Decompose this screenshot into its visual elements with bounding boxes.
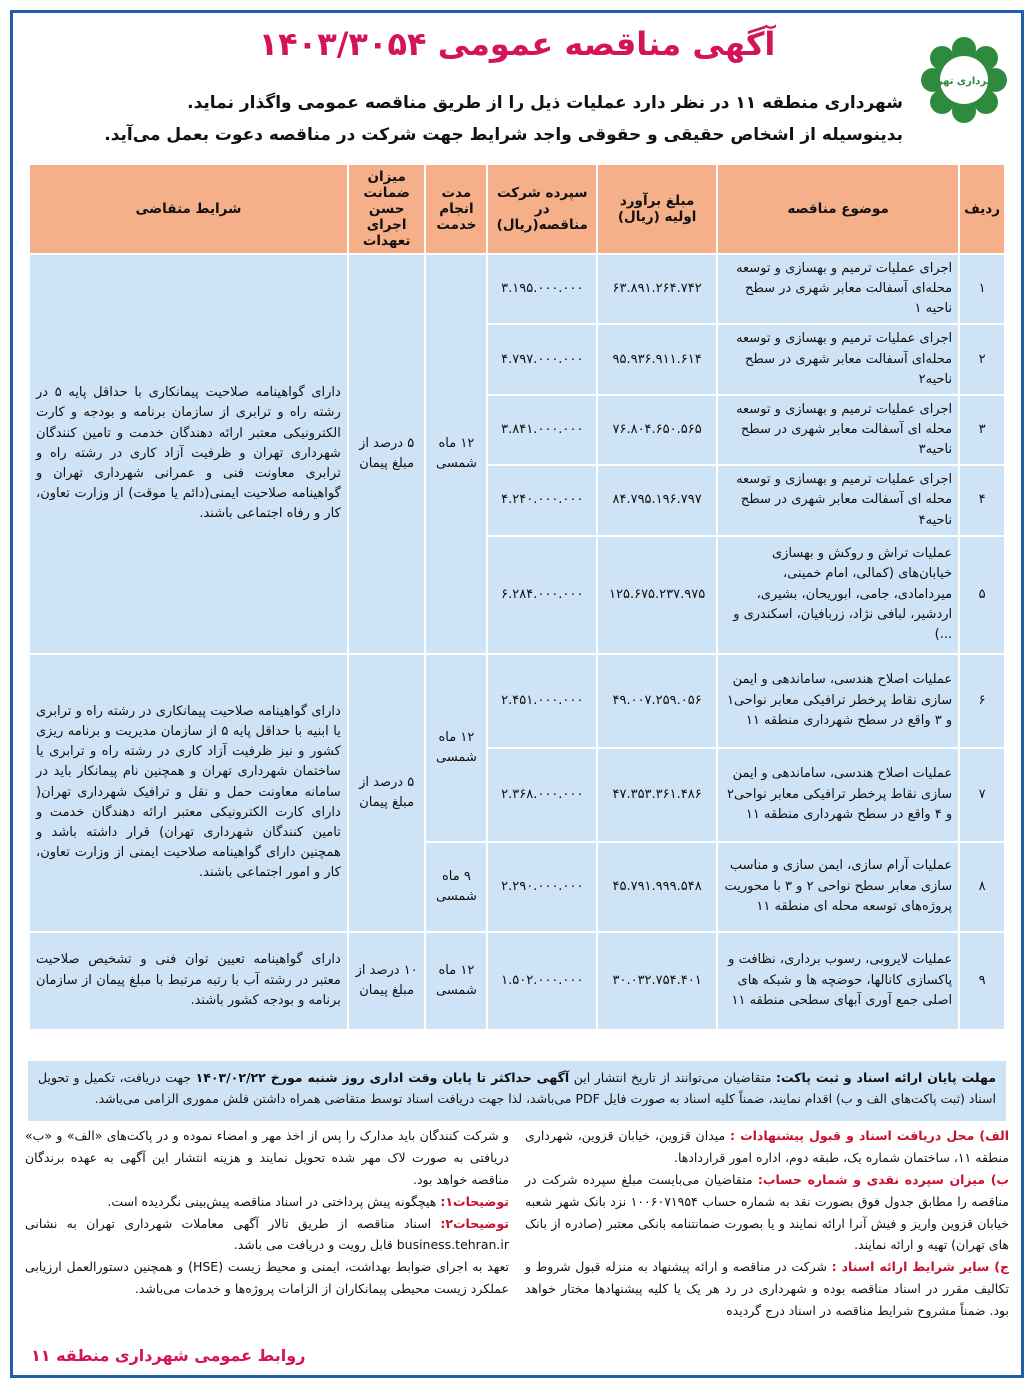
section-a-label: الف) محل دریافت اسناد و قبول پیشنهادات : (729, 1128, 1009, 1143)
header-topic: موضوع مناقصه (717, 164, 959, 254)
row-number: ۲ (959, 324, 1005, 394)
table-row (29, 654, 1005, 748)
header-conditions: شرایط متقاضی (29, 164, 348, 254)
table-row (29, 254, 1005, 324)
row-topic: اجرای عملیات ترمیم و بهسازی و توسعه محله ای آسفالت معابر شهری در سطح ناحیه۳ (717, 395, 959, 465)
header-duration: مدت انجام خدمت (425, 164, 487, 254)
row-estimate: ۴۷.۳۵۳.۳۶۱.۴۸۶ (597, 748, 717, 842)
deadline-box (28, 1061, 1006, 1121)
deadline-label: مهلت پایان ارائه اسناد و ثبت پاکت: (776, 1070, 996, 1085)
footer-public-relations: روابط عمومی شهرداری منطقه ۱۱ (31, 1346, 306, 1365)
row-estimate: ۷۶.۸۰۴.۶۵۰.۵۶۵ (597, 395, 717, 465)
section-b (525, 1169, 1009, 1257)
note-2-label: توضیحات۲: (440, 1215, 509, 1231)
row-topic: عملیات اصلاح هندسی، ساماندهی و ایمن سازی نقاط پرخطر ترافیکی معابر نواحی۱ و ۳ واقع در سطح شهرداری منطقه ۱۱ (717, 654, 959, 748)
details-section (25, 1125, 1009, 1365)
row-deposit: ۳.۸۴۱.۰۰۰.۰۰۰ (487, 395, 597, 465)
left-column (25, 1125, 509, 1300)
note-2-text: اسناد مناقصه از طریق تالار آگهی معاملات شهرداری تهران به نشانی business.tehran.ir قابل رویت و دریافت می باشد. (25, 1215, 509, 1253)
section-a (525, 1125, 1009, 1169)
row-estimate: ۴۵.۷۹۱.۹۹۹.۵۴۸ (597, 842, 717, 932)
section-a-text: میدان قزوین، خیابان قزوین، شهرداری منطقه ۱۱، ساختمان شماره یک، طبقه دوم، اداره امور قراردادها. (525, 1128, 1009, 1165)
note-2 (25, 1213, 509, 1257)
row-topic: عملیات لایروبی، رسوب برداری، نظافت و پاکسازی کانالها، حوضچه ها و شبکه های اصلی جمع آوری آبهای سطحی منطقه ۱۱ (717, 932, 959, 1030)
intro-line-2: بدینوسیله از اشخاص حقیقی و حقوقی واجد شرایط جهت شرکت در مناقصه دعوت بعمل می‌آید. (104, 125, 903, 145)
duration-cell: ۱۲ ماه شمسی (425, 932, 487, 1030)
row-estimate: ۸۴.۷۹۵.۱۹۶.۷۹۷ (597, 465, 717, 535)
row-topic: اجرای عملیات ترمیم و بهسازی و توسعه محله ای آسفالت معابر شهری در سطح ناحیه۴ (717, 465, 959, 535)
row-deposit: ۶.۲۸۴.۰۰۰.۰۰۰ (487, 536, 597, 654)
conditions-cell: دارای گواهینامه صلاحیت پیمانکاری در رشته راه و ترابری یا ابنیه با حداقل پایه ۵ از سازمان مدیریت و برنامه ریزی کشور و نیز ظرفیت آزاد کاری در رشته راه و ترابری یا ساختمان شهرداری تهران و همچنین نام پیمانکار باید در سامانه معاونت حمل و نقل و ترافیک شهرداری تهران( دارای کارت الکترونیکی معتبر ارائه دهندگان خدمت و تامین کنندگان شهرداری تهران) قرار داشته باشد و همچنین دارای گواهینامه صلاحیت ایمنی از وزارت تعاون، کار و امور اجتماعی باشند. (29, 654, 348, 932)
header-guarantee: میزان ضمانت حسن اجرای تعهدات (348, 164, 426, 254)
intro-line-1: شهرداری منطقه ۱۱ در نظر دارد عملیات ذیل را از طریق مناقصه عمومی واگذار نماید. (187, 93, 903, 113)
row-estimate: ۳۰.۰۳۲.۷۵۴.۴۰۱ (597, 932, 717, 1030)
guarantee-cell: ۵ درصد از مبلغ پیمان (348, 654, 426, 932)
row-topic: اجرای عملیات ترمیم و بهسازی و توسعه محله‌ای آسفالت معابر شهری در سطح ناحیه۲ (717, 324, 959, 394)
duration-cell: ۱۲ ماه شمسی (425, 654, 487, 842)
row-deposit: ۳.۱۹۵.۰۰۰.۰۰۰ (487, 254, 597, 324)
conditions-cell: دارای گواهینامه تعیین توان فنی و تشخیص صلاحیت معتبر در رشته آب با رتبه مرتبط با مبلغ پیمان از سازمان برنامه و بودجه کشور باشند. (29, 932, 348, 1030)
row-deposit: ۲.۲۹۰.۰۰۰.۰۰۰ (487, 842, 597, 932)
row-topic: عملیات آرام سازی، ایمن سازی و مناسب سازی معابر سطح نواحی ۲ و ۳ با محوریت پروژه‌های توسعه محله ای منطقه ۱۱ (717, 842, 959, 932)
table-header-row (29, 164, 1005, 254)
hse-text: تعهد به اجرای ضوابط بهداشت، ایمنی و محیط زیست (HSE) و همچنین دستورالعمل ارزیابی عملکرد زیست محیطی پیمانکاران از الزامات پروژه‌ها و خدمات می‌باشد. (25, 1259, 510, 1297)
logo-text: شهرداری تهران (924, 76, 1004, 87)
right-column (525, 1125, 1009, 1322)
row-number: ۱ (959, 254, 1005, 324)
row-number: ۸ (959, 842, 1005, 932)
guarantee-cell: ۵ درصد از مبلغ پیمان (348, 254, 426, 654)
table-row (29, 932, 1005, 1030)
conditions-cell: دارای گواهینامه صلاحیت پیمانکاری با حداقل پایه ۵ در رشته راه و ترابری از سازمان برنامه و بودجه و کارت الکترونیکی معتبر ارائه دهندگان خدمت و تامین کنندگان شهرداری تهران و ظرفیت آزاد کاری در رشته راه و ترابری معاونت فنی و عمرانی شهرداری تهران و گواهینامه صلاحیت ایمنی(دائم یا موقت) از وزارت تعاون، کار و رفاه اجتماعی باشند. (29, 254, 348, 654)
section-b-text: متقاضیان می‌بایست مبلغ سپرده شرکت در مناقصه را مطابق جدول فوق بصورت نقد به شماره حساب ۱۰۰۶۰۷۱۹۵۴ نزد بانک شهر شعبه خیابان قزوین واریز و فیش آنرا ارائه نمایند و یا بصورت ضمانتنامه بانکی معتبر (صادره از بانک های تهران) تهیه و ارائه نمایند. (525, 1171, 1009, 1253)
row-estimate: ۴۹.۰۰۷.۲۵۹.۰۵۶ (597, 654, 717, 748)
header (13, 13, 1021, 163)
row-topic: اجرای عملیات ترمیم و بهسازی و توسعه محله‌ای آسفالت معابر شهری در سطح ناحیه ۱ (717, 254, 959, 324)
note-1-label: توضیحات۱: (440, 1193, 509, 1209)
row-topic: عملیات تراش و روکش و بهسازی خیابان‌های (کمالی، امام خمینی، میردامادی، جامی، ابوریحان، بشیری، اردشیر، لبافی نژاد، زربافیان، اسکندری و ...) (717, 536, 959, 654)
row-estimate: ۱۲۵.۶۷۵.۲۳۷.۹۷۵ (597, 536, 717, 654)
row-number: ۶ (959, 654, 1005, 748)
row-deposit: ۲.۳۶۸.۰۰۰.۰۰۰ (487, 748, 597, 842)
duration-cell: ۱۲ ماه شمسی (425, 254, 487, 654)
deadline-text-1: متقاضیان می‌توانند از تاریخ انتشار این (573, 1070, 772, 1085)
row-estimate: ۹۵.۹۳۶.۹۱۱.۶۱۴ (597, 324, 717, 394)
section-c-text: شرکت در مناقصه و ارائه پیشنهاد به منزله قبول شروط و تکالیف مقرر در اسناد مناقصه بوده و شهرداری در رد هر یک یا کلیه پیشنهادها مختار خواهد بود. ضمناً مشروح شرایط مناقصه در اسناد درج گردیده (525, 1259, 1009, 1318)
section-b-label: ب) میزان سپرده نقدی و شماره حساب: (757, 1171, 1009, 1187)
section-c (525, 1256, 1009, 1322)
row-deposit: ۴.۷۹۷.۰۰۰.۰۰۰ (487, 324, 597, 394)
row-number: ۴ (959, 465, 1005, 535)
note-1-text: هیچگونه پیش پرداختی در اسناد مناقصه پیش‌بینی نگردیده است. (107, 1193, 437, 1209)
row-estimate: ۶۳.۸۹۱.۲۶۴.۷۴۲ (597, 254, 717, 324)
header-estimate: مبلغ برآورد اولیه (ریال) (597, 164, 717, 254)
row-deposit: ۲.۴۵۱.۰۰۰.۰۰۰ (487, 654, 597, 748)
continuation-text: و شرکت کنندگان باید مدارک را پس از اخذ مهر و امضاء نموده و در پاکت‌های «الف» و «ب» دریافتی به صورت لاک مهر شده تحویل نمایند و هزینه انتشار این آگهی به عهده برندگان مناقصه خواهد بود. (25, 1128, 509, 1187)
row-number: ۳ (959, 395, 1005, 465)
page-title: آگهی مناقصه عمومی ۱۴۰۳/۳۰۵۴ (258, 25, 776, 63)
row-number: ۷ (959, 748, 1005, 842)
row-number: ۹ (959, 932, 1005, 1030)
row-topic: عملیات اصلاح هندسی، ساماندهی و ایمن سازی نقاط پرخطر ترافیکی معابر نواحی۲ و ۴ واقع در سطح شهرداری منطقه ۱۱ (717, 748, 959, 842)
duration-cell: ۹ ماه شمسی (425, 842, 487, 932)
row-deposit: ۴.۲۴۰.۰۰۰.۰۰۰ (487, 465, 597, 535)
section-c-label: ج) سایر شرایط ارائه اسناد : (831, 1259, 1009, 1275)
row-number: ۵ (959, 536, 1005, 654)
row-deposit: ۱.۵۰۲.۰۰۰.۰۰۰ (487, 932, 597, 1030)
deadline-text-2: جهت دریافت، تکمیل و تحویل اسناد (ثبت پاکت‌های الف و ب) اقدام نمایند، ضمناً کلیه اسناد به صورت فایل PDF می‌باشد، لذا جهت دریافت اسناد توسط متقاضی همراه داشتن فلش مموری الزامی می‌باشد. (38, 1070, 996, 1107)
deadline-date: آگهی حداکثر تا پایان وقت اداری روز شنبه مورخ ۱۴۰۳/۰۲/۲۲ (195, 1070, 570, 1085)
tender-notice (10, 10, 1024, 1378)
note-1 (25, 1191, 509, 1213)
guarantee-cell: ۱۰ درصد از مبلغ پیمان (348, 932, 426, 1030)
header-row-num: ردیف (959, 164, 1005, 254)
header-deposit: سپرده شرکت در مناقصه(ریال) (487, 164, 597, 254)
tender-table (28, 163, 1006, 1031)
